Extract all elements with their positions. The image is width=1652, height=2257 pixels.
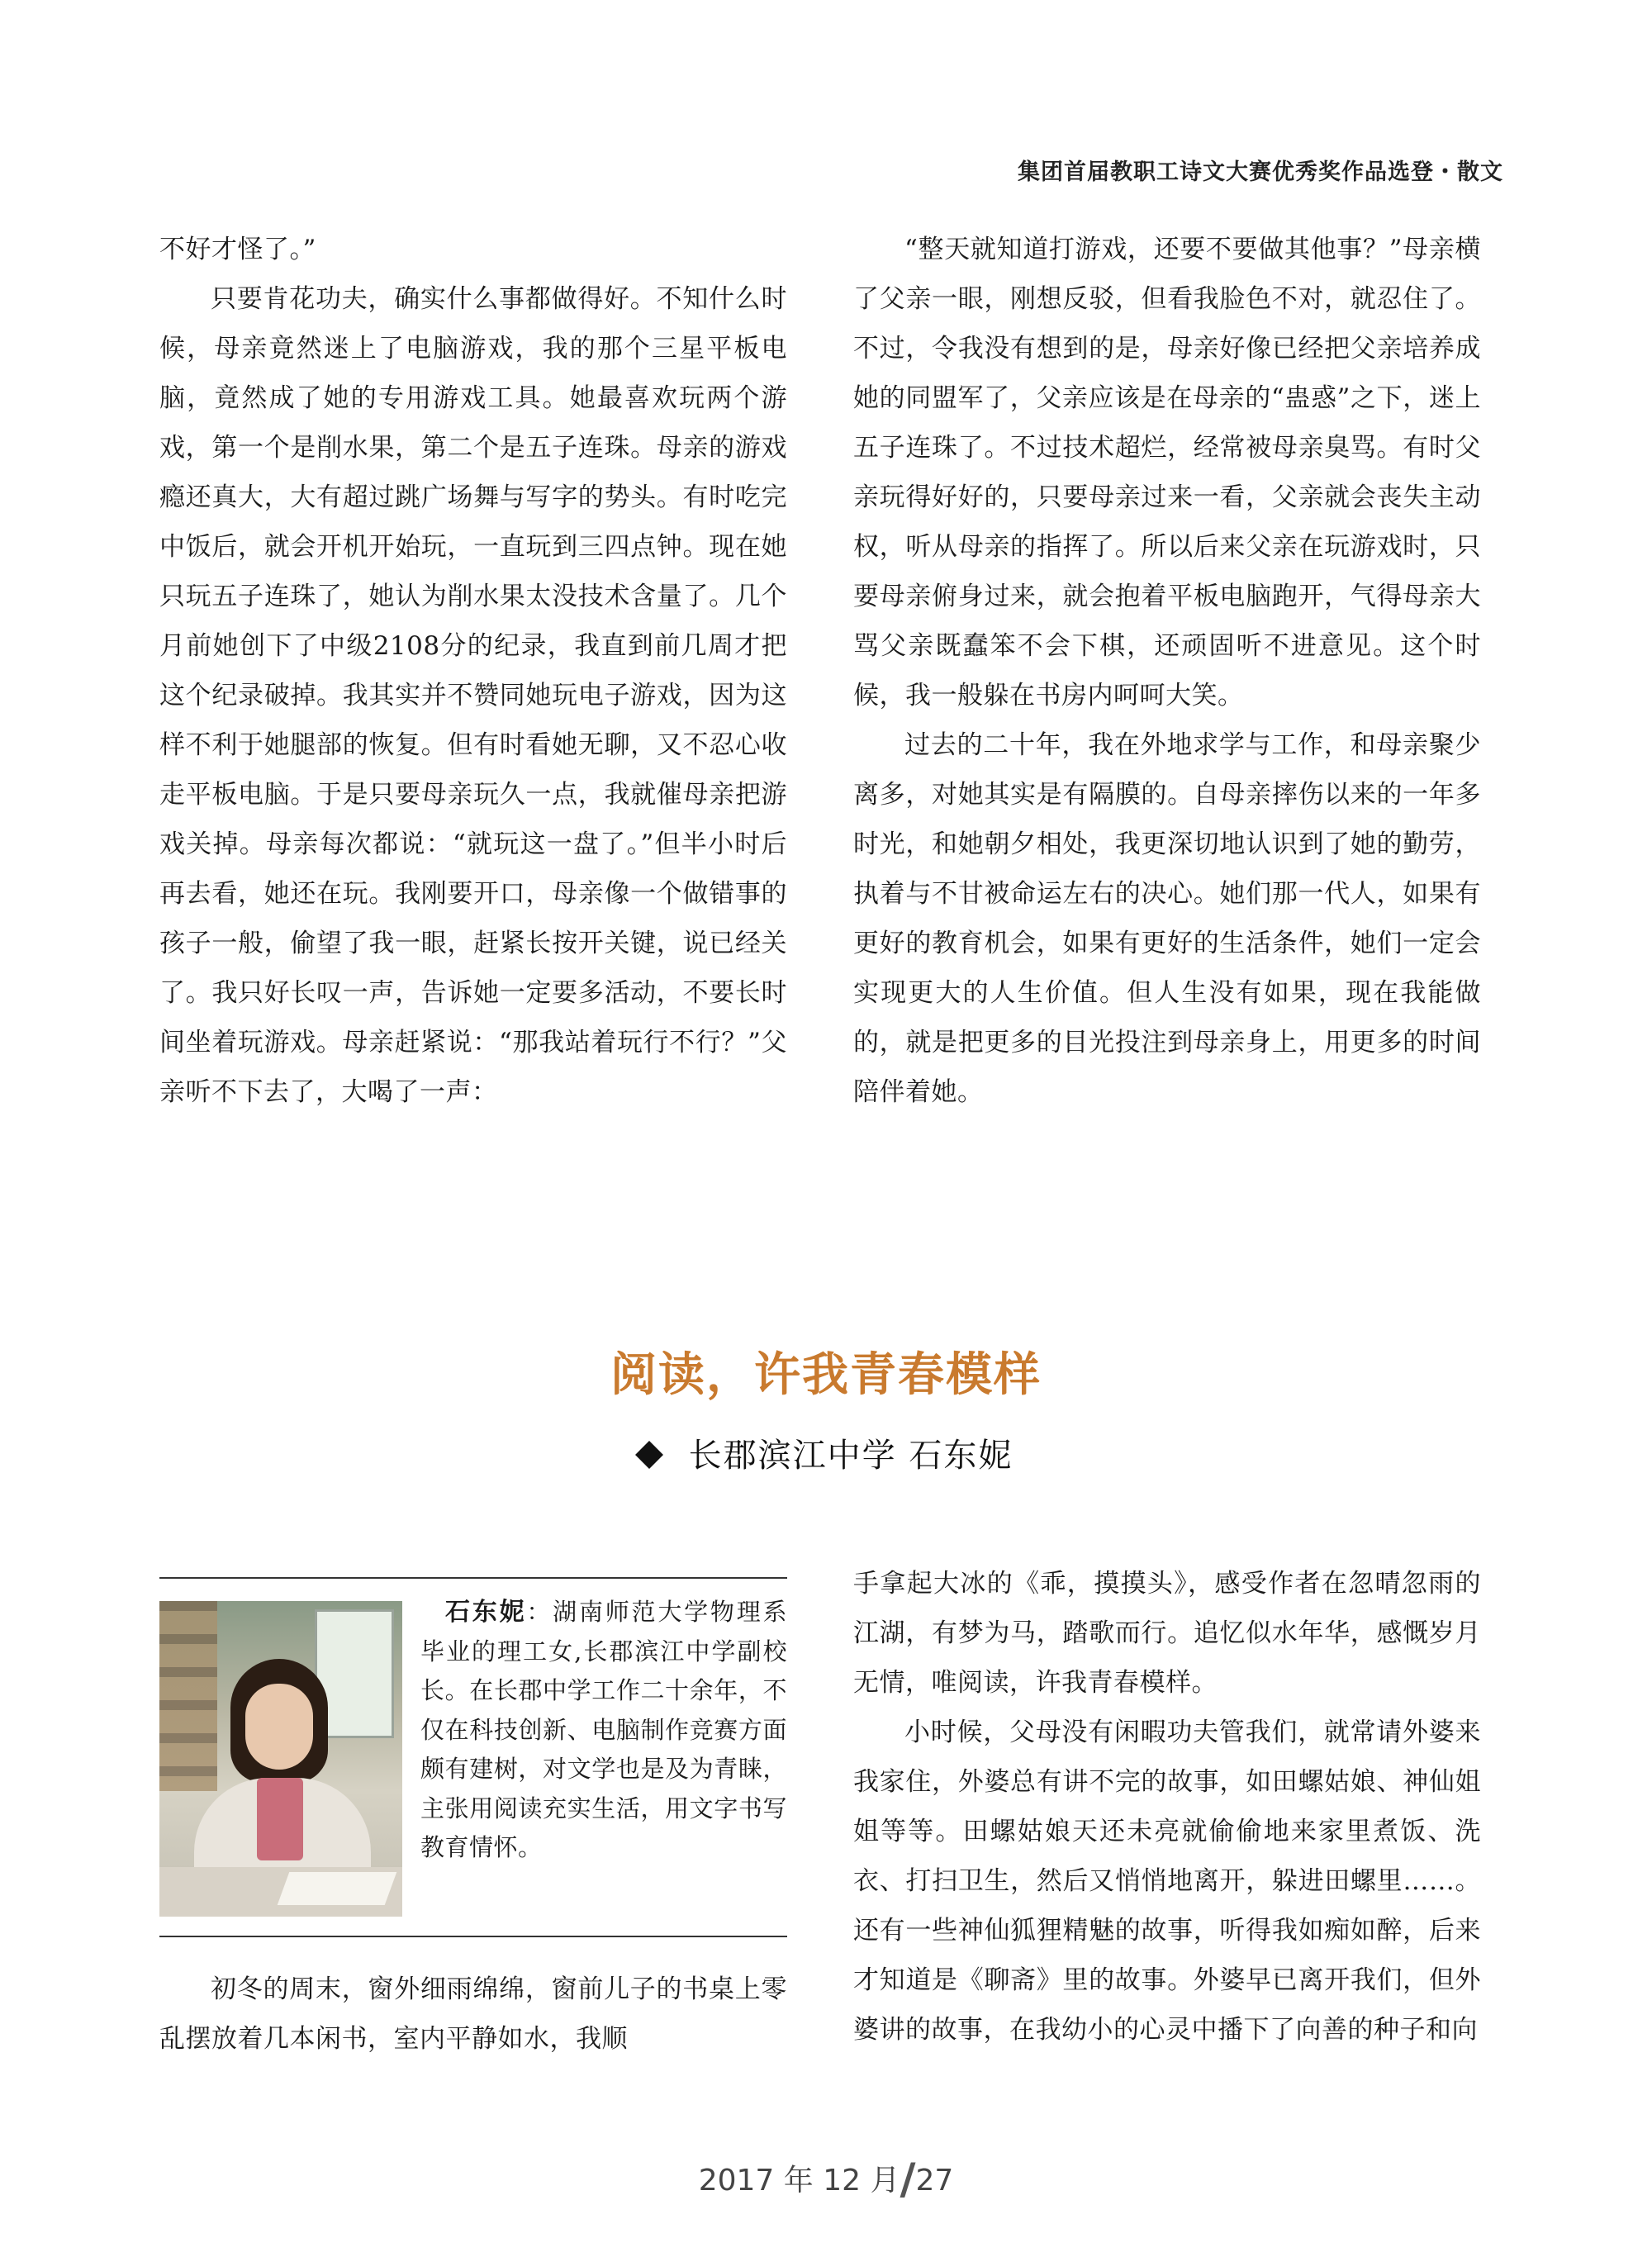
top-right-column — [853, 225, 1481, 1117]
author-bio-text — [420, 1593, 787, 1868]
footer-slash: / — [900, 2155, 916, 2204]
author-photo — [159, 1601, 402, 1917]
page-number: 27 — [915, 2164, 954, 2198]
paragraph: 手拿起大冰的《乖，摸摸头》，感受作者在忽晴忽雨的江湖，有梦为马，踏歌而行。追忆似水年华，感慨岁月无情，唯阅读，许我青春模样。 — [853, 1569, 1481, 1698]
bottom-right-column — [853, 1559, 1481, 2055]
diamond-icon — [635, 1441, 663, 1469]
article-byline — [0, 1429, 1652, 1476]
issue-date: 2017 年 12 月 — [698, 2164, 900, 2198]
author-bio-body: ：湖南师范大学物理系毕业的理工女,长郡滨江中学副校长。在长郡中学工作二十余年，不仅在科技创新、电脑制作竞赛方面颇有建树，对文学也是及为青睐，主张用阅读充实生活，用文字书写教育情怀。 — [420, 1598, 787, 1861]
paragraph: 过去的二十年，我在外地求学与工作，和母亲聚少离多，对她其实是有隔膜的。自母亲摔伤以来的一年多时光，和她朝夕相处，我更深切地认识到了她的勤劳，执着与不甘被命运左右的决心。她们那一代人，如果有更好的教育机会，如果有更好的生活条件，她们一定会实现更大的人生价值。但人生没有如果，现在我能做的，就是把更多的目光投注到母亲身上，用更多的时间陪伴着她。 — [853, 730, 1481, 1107]
paragraph: 初冬的周末，窗外细雨绵绵，窗前儿子的书桌上零乱摆放着几本闲书，室内平静如水，我顺 — [159, 1974, 787, 2054]
paragraph: 小时候，父母没有闲暇功夫管我们，就常请外婆来我家住，外婆总有讲不完的故事，如田螺姑娘、神仙姐姐等等。田螺姑娘天还未亮就偷偷地来家里煮饭、洗衣、打扫卫生，然后又悄悄地离开，躲进田螺里……。还有一些神仙狐狸精魅的故事，听得我如痴如醉，后来才知道是《聊斋》里的故事。外婆早已离开我们，但外婆讲的故事，在我幼小的心灵中播下了向善的种子和向 — [853, 1718, 1481, 2045]
author-bio-box — [159, 1577, 787, 1937]
article-title: 阅读，许我青春模样 — [610, 1347, 1042, 1402]
author-name: 石东妮 — [445, 1598, 527, 1627]
bottom-left-column — [159, 1965, 787, 2064]
byline-text: 长郡滨江中学 石东妮 — [688, 1437, 1014, 1475]
running-header: 集团首届教职工诗文大赛优秀奖作品选登・散文 — [1018, 159, 1503, 185]
page-footer — [0, 2155, 1652, 2204]
paragraph: 不好才怪了。” — [159, 235, 316, 264]
paragraph: “整天就知道打游戏，还要不要做其他事？”母亲横了父亲一眼，刚想反驳，但看我脸色不对，就忍住了。不过，令我没有想到的是，母亲好像已经把父亲培养成她的同盟军了，父亲应该是在母亲的“蛊惑”之下，迷上五子连珠了。不过技术超烂，经常被母亲臭骂。有时父亲玩得好好的，只要母亲过来一看，父亲就会丧失主动权，听从母亲的指挥了。所以后来父亲在玩游戏时，只要母亲俯身过来，就会抱着平板电脑跑开，气得母亲大骂父亲既蠢笨不会下棋，还顽固听不进意见。这个时候，我一般躲在书房内呵呵大笑。 — [853, 235, 1481, 710]
paragraph: 只要肯花功夫，确实什么事都做得好。不知什么时候，母亲竟然迷上了电脑游戏，我的那个三星平板电脑，竟然成了她的专用游戏工具。她最喜欢玩两个游戏，第一个是削水果，第二个是五子连珠。母亲的游戏瘾还真大，大有超过跳广场舞与写字的势头。有时吃完中饭后，就会开机开始玩，一直玩到三四点钟。现在她只玩五子连珠了，她认为削水果太没技术含量了。几个月前她创下了中级2108分的纪录，我直到前几周才把这个纪录破掉。我其实并不赞同她玩电子游戏，因为这样不利于她腿部的恢复。但有时看她无聊，又不忍心收走平板电脑。于是只要母亲玩久一点，我就催母亲把游戏关掉。母亲每次都说：“就玩这一盘了。”但半小时后再去看，她还在玩。我刚要开口，母亲像一个做错事的孩子一般，偷望了我一眼，赶紧长按开关键，说已经关了。我只好长叹一声，告诉她一定要多活动，不要长时间坐着玩游戏。母亲赶紧说：“那我站着玩行不行？”父亲听不下去了，大喝了一声： — [159, 284, 787, 1107]
top-left-column — [159, 225, 787, 1117]
